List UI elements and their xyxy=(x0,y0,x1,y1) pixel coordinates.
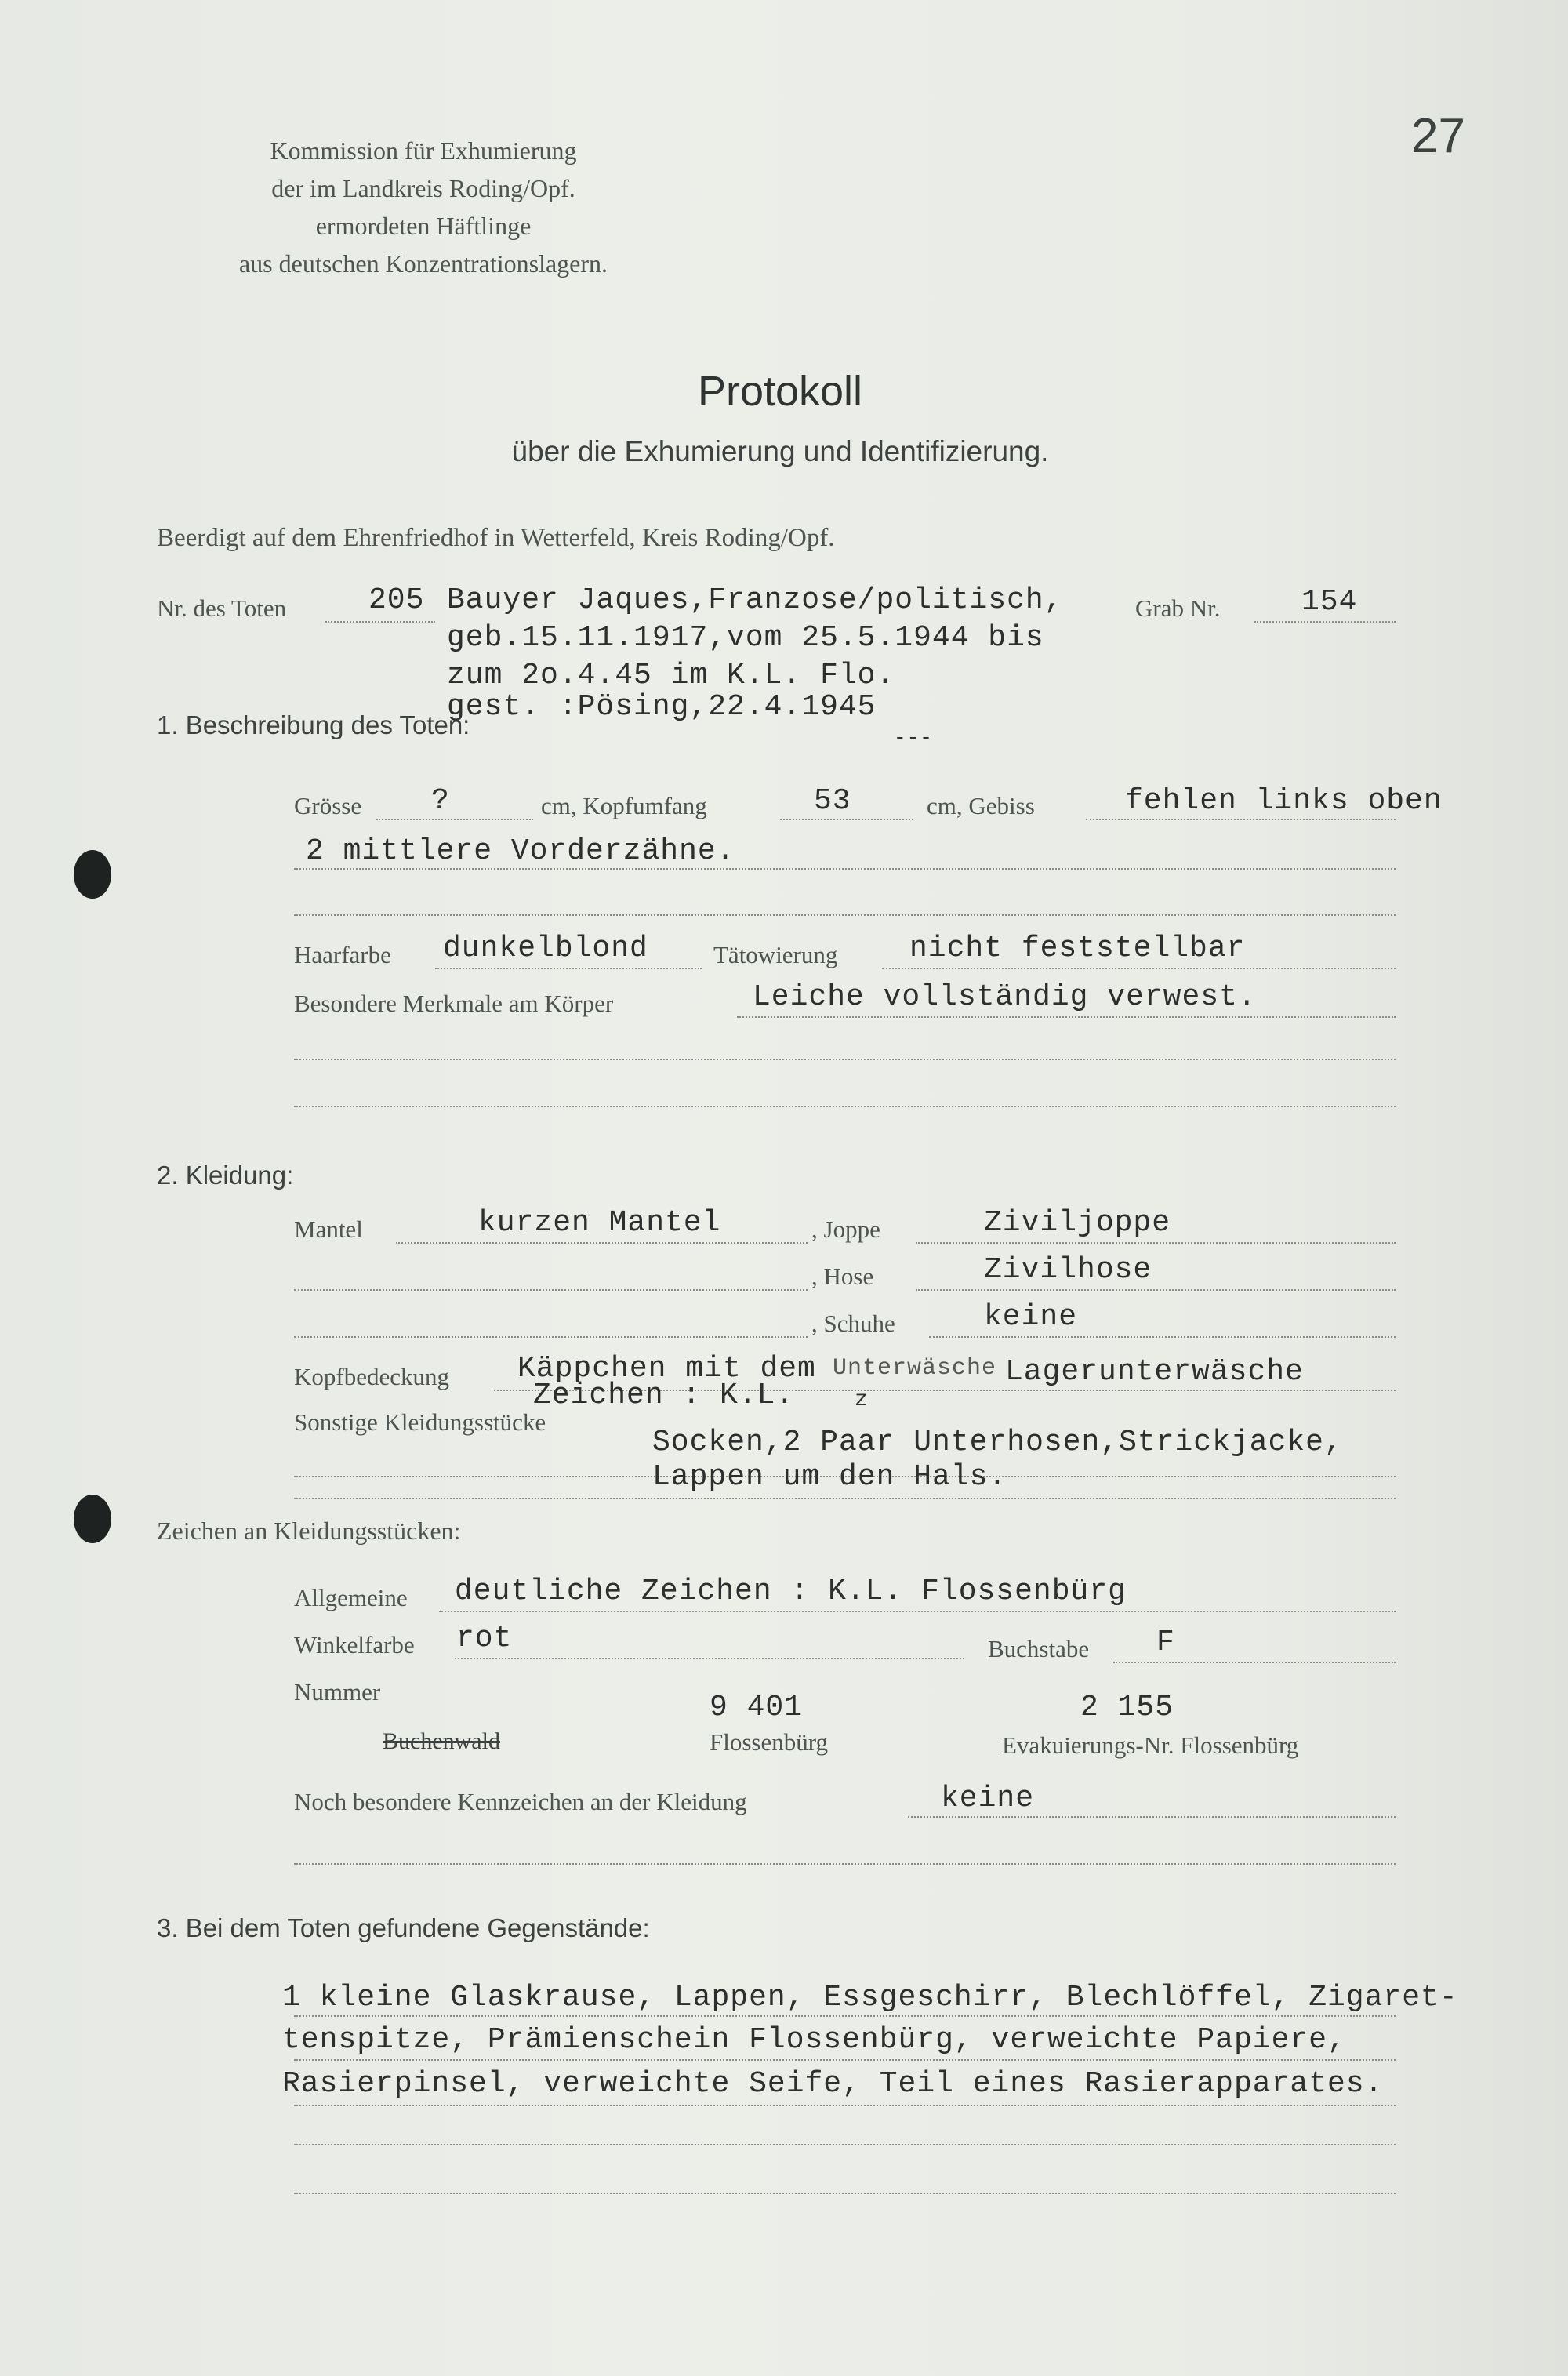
items-line-2: tenspitze, Prämienschein Flossenbürg, verweichte Papiere, xyxy=(282,2023,1346,2057)
buchstabe-label: Buchstabe xyxy=(988,1635,1090,1662)
punch-hole-bottom xyxy=(74,1495,111,1543)
dead-line-3: zum 2o.4.45 im K.L. Flo. xyxy=(447,659,895,692)
groesse-value: ? xyxy=(431,784,450,818)
schuhe-value: keine xyxy=(984,1300,1078,1334)
taet-dots xyxy=(882,968,1396,969)
merk-value: Leiche vollständig verwest. xyxy=(753,980,1257,1014)
blank-line-5 xyxy=(294,2144,1396,2145)
items-dots-2 xyxy=(294,2059,1396,2061)
dead-line-1: Bauyer Jaques,Franzose/politisch, xyxy=(447,583,1063,617)
col-buchenwald: Buchenwald xyxy=(383,1728,500,1754)
hose-value: Zivilhose xyxy=(984,1253,1152,1287)
grab-dots xyxy=(1254,621,1396,623)
haar-dots xyxy=(435,968,702,969)
sonstige-value-1: Socken,2 Paar Unterhosen,Strickjacke, xyxy=(652,1426,1343,1459)
kopf-dots xyxy=(780,819,913,820)
page-subtitle: über die Exhumierung und Identifizierung. xyxy=(511,435,1049,467)
hose-label: , Hose xyxy=(811,1262,874,1290)
hose-left-dots xyxy=(294,1289,808,1291)
buchstabe-value: F xyxy=(1156,1626,1175,1659)
kopfbedeckung-mark: z xyxy=(855,1388,869,1412)
nr-dots xyxy=(325,621,435,623)
header-line-3: ermordeten Häftlinge xyxy=(315,212,532,240)
mantel-label: Mantel xyxy=(294,1215,363,1243)
taet-value: nicht feststellbar xyxy=(909,932,1246,965)
blank-line-2 xyxy=(294,1059,1396,1060)
schuhe-dots xyxy=(929,1336,1396,1338)
noch-dots xyxy=(908,1816,1396,1818)
joppe-value: Ziviljoppe xyxy=(984,1206,1171,1240)
joppe-label: , Joppe xyxy=(811,1215,880,1243)
taet-label: Tätowierung xyxy=(713,941,838,968)
items-dots-1 xyxy=(294,2015,1396,2017)
grab-value: 154 xyxy=(1301,585,1358,619)
merk-dots xyxy=(737,1016,1396,1018)
nummer-evakuierung-value: 2 155 xyxy=(1080,1691,1174,1724)
winkelfarbe-value: rot xyxy=(456,1622,513,1655)
punch-hole-top xyxy=(74,850,111,899)
kopfumfang-value: 53 xyxy=(814,784,851,818)
kopfbedeckung-value-b: Zeichen : K.L. xyxy=(533,1379,795,1412)
zeichen-heading: Zeichen an Kleidungsstücken: xyxy=(157,1517,461,1545)
allgemeine-dots xyxy=(439,1611,1396,1612)
col-flossenbuerg: Flossenbürg xyxy=(710,1728,829,1756)
gebiss-value-2: 2 mittlere Vorderzähne. xyxy=(306,834,735,868)
sonstige-label: Sonstige Kleidungsstücke xyxy=(294,1408,546,1436)
schuhe-label: , Schuhe xyxy=(811,1310,895,1337)
gebiss-dots xyxy=(1086,819,1396,820)
dead-line-4: gest. :Pösing,22.4.1945 xyxy=(447,690,877,724)
header-line-4: aus deutschen Konzentrationslagern. xyxy=(238,249,608,278)
cm-gebiss-label: cm, Gebiss xyxy=(927,792,1035,819)
merk-label: Besondere Merkmale am Körper xyxy=(294,990,614,1017)
sonstige-line-2 xyxy=(294,1498,1396,1499)
section3-heading: 3. Bei dem Toten gefundene Gegenstände: xyxy=(157,1913,650,1942)
blank-line-3 xyxy=(294,1106,1396,1107)
haar-value: dunkelblond xyxy=(443,932,648,965)
items-line-3: Rasierpinsel, verweichte Seife, Teil eines Rasierapparates. xyxy=(282,2067,1384,2101)
allgemeine-value: deutliche Zeichen : K.L. Flossenbürg xyxy=(455,1575,1127,1608)
section1-heading: 1. Beschreibung des Toten: xyxy=(157,710,470,739)
nr-label: Nr. des Toten xyxy=(157,594,287,622)
items-dots-3 xyxy=(294,2105,1396,2106)
blank-line-6 xyxy=(294,2193,1396,2194)
sonstige-value-2: Lappen um den Hals. xyxy=(652,1460,1007,1494)
mantel-dots xyxy=(396,1242,808,1244)
gebiss-line-2 xyxy=(294,868,1396,870)
burial-line: Beerdigt auf dem Ehrenfriedhof in Wetterfeld, Kreis Roding/Opf. xyxy=(157,524,835,552)
groesse-dots xyxy=(376,819,533,820)
section2-heading: 2. Kleidung: xyxy=(157,1161,294,1190)
page-number: 27 xyxy=(1411,109,1465,163)
allgemeine-label: Allgemeine xyxy=(294,1584,408,1611)
nummer-label: Nummer xyxy=(294,1678,381,1706)
groesse-label: Grösse xyxy=(294,792,362,819)
kopfbedeckung-value-c: Unterwäsche xyxy=(833,1355,997,1382)
header-line-1: Kommission für Exhumierung xyxy=(270,136,577,165)
hose-dots xyxy=(916,1289,1396,1291)
kopfbedeckung-value-a: Käppchen mit dem xyxy=(517,1352,816,1386)
dash-mark: --- xyxy=(894,726,933,750)
schuhe-left-dots xyxy=(294,1336,808,1338)
header-line-2: der im Landkreis Roding/Opf. xyxy=(271,174,575,202)
noch-label: Noch besondere Kennzeichen an der Kleidung xyxy=(294,1788,747,1815)
buchstabe-dots xyxy=(1113,1662,1396,1663)
grab-label: Grab Nr. xyxy=(1135,594,1221,622)
winkelfarbe-label: Winkelfarbe xyxy=(294,1631,415,1658)
noch-value: keine xyxy=(941,1782,1035,1815)
cm-kopfumfang-label: cm, Kopfumfang xyxy=(541,792,707,819)
items-line-1: 1 kleine Glaskrause, Lappen, Essgeschirr, Blechlöffel, Zigaret- xyxy=(282,1981,1458,2015)
blank-line-1 xyxy=(294,914,1396,916)
dead-line-2: geb.15.11.1917,vom 25.5.1944 bis xyxy=(447,621,1044,655)
haar-label: Haarfarbe xyxy=(294,941,391,968)
kopfbedeckung-value-d: Lagerunterwäsche xyxy=(1005,1355,1304,1389)
nummer-flossenbuerg-value: 9 401 xyxy=(710,1691,804,1724)
winkelfarbe-dots xyxy=(455,1658,964,1659)
gebiss-value-1: fehlen links oben xyxy=(1125,784,1443,818)
joppe-dots xyxy=(916,1242,1396,1244)
mantel-value: kurzen Mantel xyxy=(478,1206,721,1240)
col-evakuierung: Evakuierungs-Nr. Flossenbürg xyxy=(1002,1731,1299,1759)
commission-header xyxy=(172,132,674,282)
kopfbedeckung-label: Kopfbedeckung xyxy=(294,1363,449,1390)
blank-line-4 xyxy=(294,1863,1396,1865)
nr-value: 205 xyxy=(368,583,425,617)
page-title: Protokoll xyxy=(697,368,863,415)
